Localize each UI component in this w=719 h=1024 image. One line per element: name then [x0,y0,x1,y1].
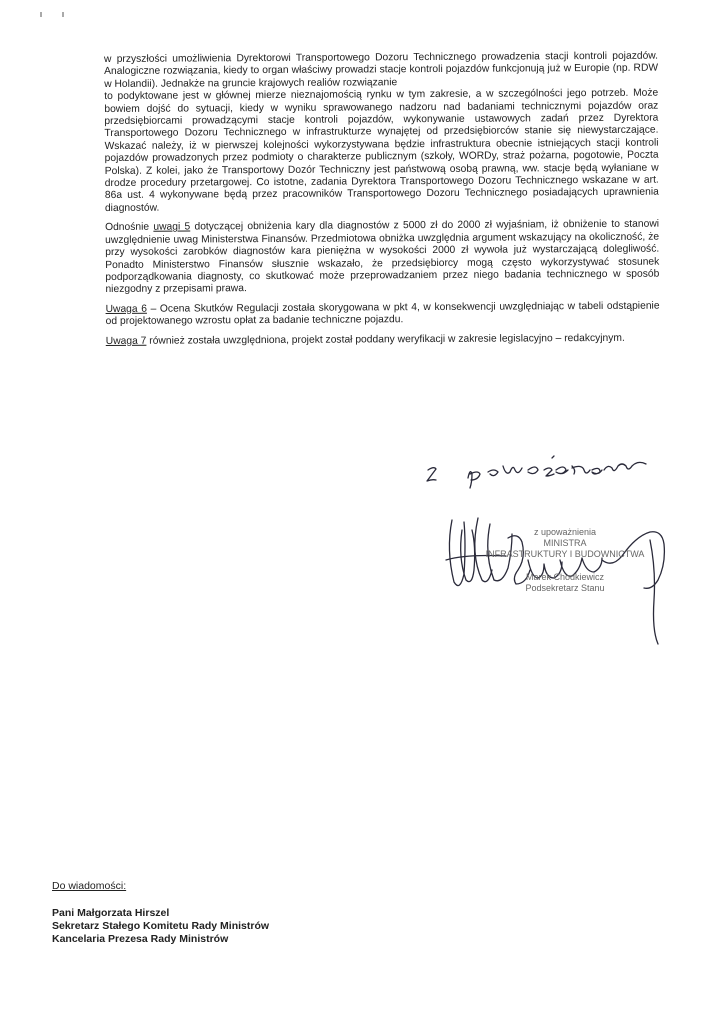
distribution-header: Do wiadomości: [52,880,127,892]
recipient-office: Kancelaria Prezesa Rady Ministrów [52,933,229,945]
paragraph-4-text: – Ocena Skutków Regulacji została skorygowana w pkt 4, w konsekwencji uwzględniając w tabeli odstąpienie od projektowanego wzrostu opłat za badanie techniczne pojazdu. [105,300,660,328]
scan-mark [62,12,64,17]
stamp-signatory-name: Marek Chodkiewicz [525,572,605,582]
stamp-ministry: INFRASTRUKTURY I BUDOWNICTWA [485,549,645,559]
paragraph-3-lead: Odnośnie [105,221,154,234]
scan-mark [40,12,42,17]
remark-5-reference: uwagi 5 [153,221,191,233]
distribution-list [52,880,372,946]
paragraph-5-text: również została uwzględniona, projekt został poddany weryfikacji w zakresie legislacyjno – redakcyjnym. [146,332,625,347]
stamp-signatory-role: Podsekretarz Stanu [525,583,605,593]
stamp-authorization: z upoważnienia [533,527,597,537]
recipient-name: Pani Małgorzata Hirszel [52,907,170,919]
paragraph-3 [105,219,659,297]
remark-6-reference: Uwaga 6 [105,303,147,315]
stamp-minister: MINISTRA [543,538,587,548]
paragraph-5 [106,332,660,348]
remark-7-reference: Uwaga 7 [105,335,147,347]
official-stamp [470,527,660,594]
recipient-position: Sekretarz Stałego Komitetu Rady Ministrów [52,920,270,932]
letter-body [104,51,660,355]
paragraph-4 [106,300,660,328]
paragraph-3-text: dotyczącej obniżenia kary dla diagnostów z 5000 zł do 2000 zł wyjaśniam, iż obniżenie to stanowi uwzględnienie uwag Ministerstwa Finansów. Przedmiotowa obniżka uwzględnia argument wskazujący na okoliczność, że przy wysokości zarobków diagnostów kara pieniężna w wysokości 2000 zł wywoła już wystarczającą dolegliwość. Ponadto Ministerstwo Finansów słusznie wskazało, że przedsiębiorcy mogą często wykorzystywać stosunek podporządkowania diagnosty, co skutkować może przeprowadzaniem przez niego badania technicznego w sposób niezgodny z przepisami prawa. [105,218,660,296]
paragraph-2: to podyktowane jest w głównej mierze nieznajomością rynku w tym zakresie, a w szczególności jego potrzeb. Może bowiem dojść do sytuacji, kiedy w wyniku sprawowanego nadzoru nad badaniami technicznymi pojazdów oraz przedsiębiorcami prowadzącymi stacje kontroli pojazdów, wykonywanie ustawowych zadań przez Dyrektora Transportowego Dozoru Technicznego w infrastrukturze wynajętej od przedsiębiorców stanie się niewystarczające. Wskazać należy, iż w pierwszej kolejności wykorzystywana będzie infrastruktura obecnie istniejących stacji kontroli pojazdów prowadzonych przez podmioty o charakterze publicznym (szkoły, WORDy, straż pożarna, pogotowie, Poczta Polska). Z kolei, jako że Transportowy Dozór Techniczny jest państwową osobą prawną, ww. stacje będą wyłaniane w drodze procedury przetargowej. Co istotne, zadania Dyrektora Transportowego Dozoru Technicznego wskazane w art. 86a ust. 4 wykonywane będą przez pracowników Transportowego Dozoru Technicznego posiadających uprawnienia diagnostów. [104,87,659,214]
paragraph-1: w przyszłości umożliwienia Dyrektorowi Transportowego Dozoru Technicznego prowadzenia stacji kontroli pojazdów. Analogiczne rozwiązania, kiedy to organ właściwy prowadzi stacje kontroli pojazdów funkcjonują już w Europie (np. RDW w Holandii). Jednakże na gruncie krajowych realiów rozwiązanie [104,50,659,90]
